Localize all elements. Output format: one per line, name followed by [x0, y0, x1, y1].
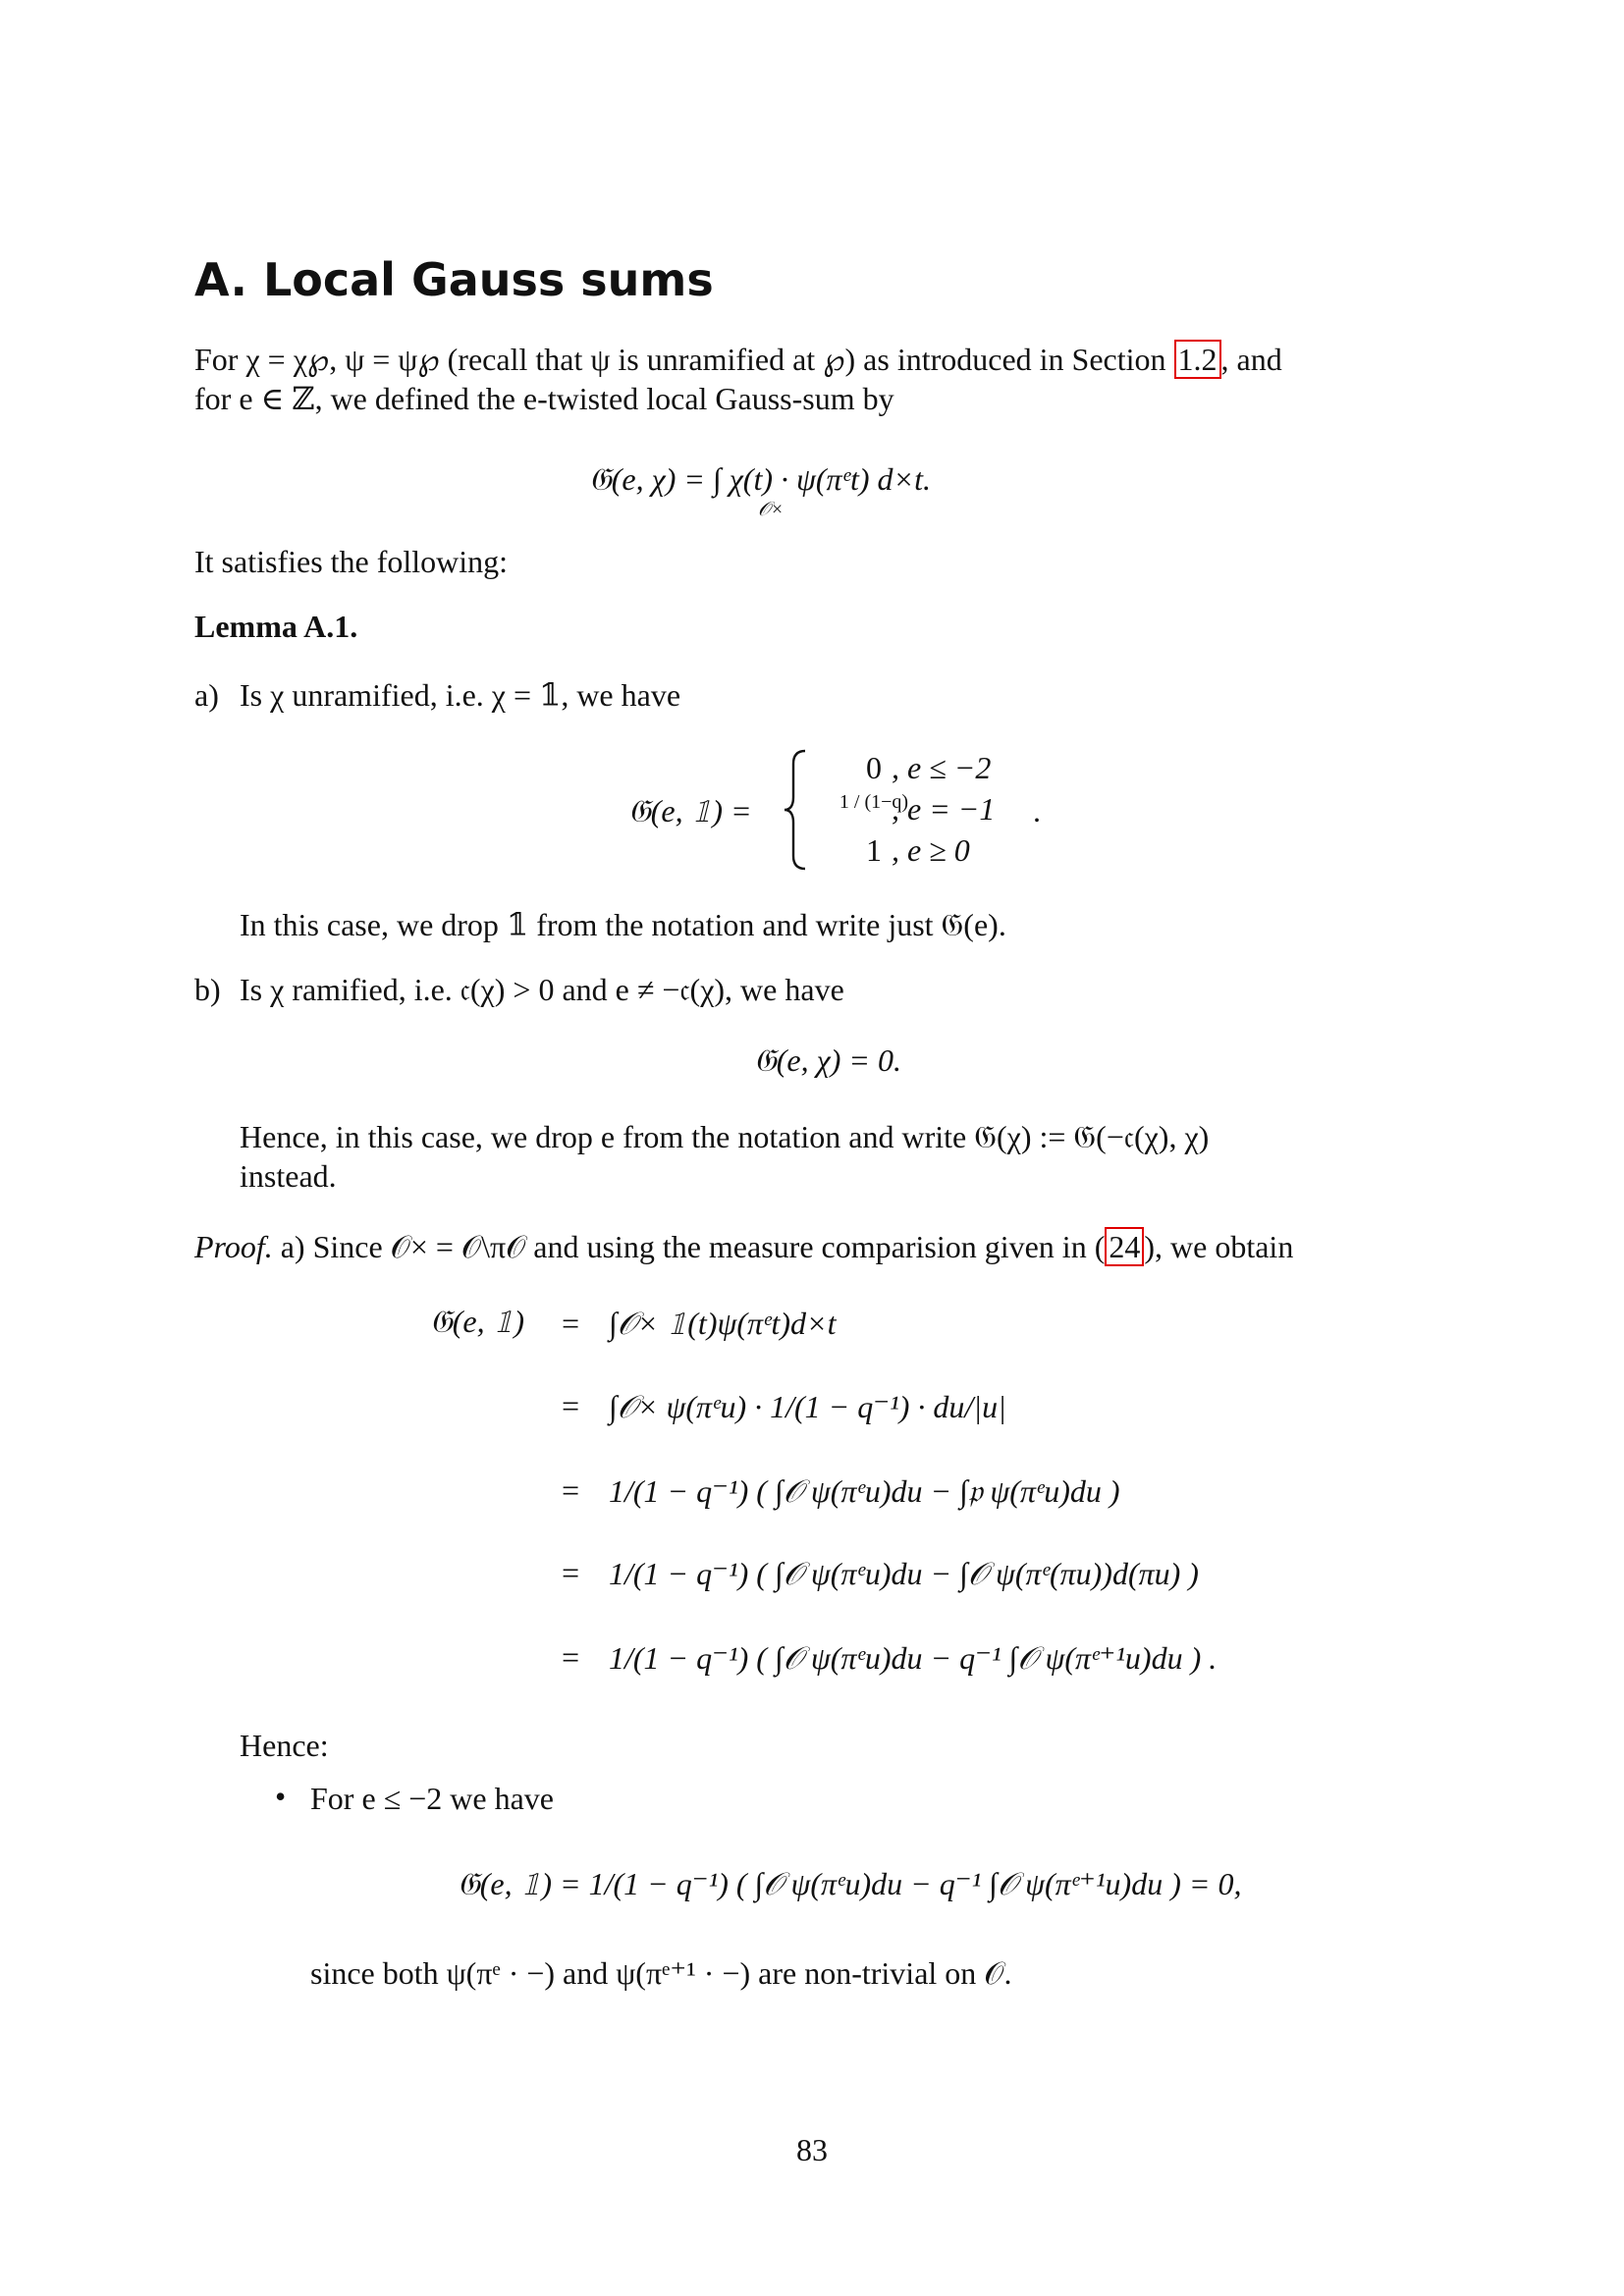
cases-brace-icon [782, 748, 811, 872]
proof-lhs: 𝔊(e, 𝟙) [430, 1304, 525, 1339]
cases-period: . [1033, 793, 1041, 828]
case-value-2: 1 / (1−q) [839, 791, 909, 813]
intro-line-1 [194, 340, 1441, 379]
part-b-after-1: Hence, in this case, we drop e from the notation and write 𝔊(χ) := 𝔊(−𝔠(χ), χ) [240, 1119, 1210, 1154]
equation-ref-link[interactable]: 24 [1105, 1227, 1144, 1266]
proof-row-4: 1/(1 − q⁻¹) ( ∫𝒪 ψ(πᵉu)du − ∫𝒪 ψ(πᵉ(πu))d(πu) ) [609, 1556, 1199, 1591]
bullet-equation: 𝔊(e, 𝟙) = 1/(1 − q⁻¹) ( ∫𝒪 ψ(πᵉu)du − q⁻¹ ∫𝒪 ψ(πᵉ⁺¹u)du ) = 0, [458, 1866, 1242, 1901]
part-b-after-2: instead. [240, 1158, 337, 1194]
cases-lhs: 𝔊(e, 𝟙) = [628, 793, 752, 828]
proof-eq-sign-5: = [560, 1639, 581, 1675]
case-cond-2: , e = −1 [892, 791, 996, 827]
case-cond-1: , e ≤ −2 [892, 750, 992, 785]
part-b-label: b) [194, 972, 221, 1007]
bullet-text: For e ≤ −2 we have [310, 1781, 554, 1816]
proof-label: Proof. [194, 1229, 273, 1264]
lemma-label: Lemma A.1. [194, 609, 358, 644]
bullet-dot: • [275, 1779, 287, 1814]
proof-row-2: ∫𝒪× ψ(πᵉu) · 1/(1 − q⁻¹) · du/|u| [609, 1389, 1006, 1424]
proof-row-3: 1/(1 − q⁻¹) ( ∫𝒪 ψ(πᵉu)du − ∫𝔭 ψ(πᵉu)du ) [609, 1473, 1120, 1509]
proof-text-suffix: ), we obtain [1144, 1229, 1294, 1264]
case-cond-3: , e ≥ 0 [892, 832, 970, 868]
gauss-sum-definition: 𝔊(e, χ) = ∫ χ(t) · ψ(πᵉt) d×t. [589, 461, 931, 497]
proof-text-prefix: a) Since 𝒪× = 𝒪\π𝒪 and using the measure comparision given in ( [272, 1229, 1106, 1264]
hence-text: Hence: [240, 1728, 329, 1763]
part-a-after: In this case, we drop 𝟙 from the notation and write just 𝔊(e). [240, 907, 1006, 942]
intro-line1-suffix: , and [1220, 342, 1282, 377]
integral-domain-units: 𝒪× [758, 499, 785, 520]
proof-eq-sign-3: = [560, 1472, 581, 1508]
part-b-equation: 𝔊(e, χ) = 0. [754, 1042, 901, 1078]
section-ref-link[interactable]: 1.2 [1174, 340, 1221, 379]
proof-row-1: ∫𝒪× 𝟙(t)ψ(πᵉt)d×t [609, 1306, 837, 1341]
intro-line-2: for e ∈ ℤ, we defined the e-twisted local Gauss-sum by [194, 381, 894, 416]
part-b-text: Is χ ramified, i.e. 𝔠(χ) > 0 and e ≠ −𝔠(χ), we have [240, 972, 844, 1007]
proof-eq-sign-4: = [560, 1555, 581, 1590]
intro-line1-prefix: For χ = χ℘, ψ = ψ℘ (recall that ψ is unramified at ℘) as introduced in Section [194, 342, 1174, 377]
proof-row-5: 1/(1 − q⁻¹) ( ∫𝒪 ψ(πᵉu)du − q⁻¹ ∫𝒪 ψ(πᵉ⁺¹u)du ) . [609, 1640, 1218, 1676]
proof-eq-sign-1: = [560, 1306, 581, 1341]
page-number: 83 [796, 2132, 828, 2167]
satisfies-text: It satisfies the following: [194, 544, 509, 579]
section-title: A. Local Gauss sums [194, 253, 714, 306]
proof-eq-sign-2: = [560, 1388, 581, 1423]
since-text: since both ψ(πᵉ · −) and ψ(πᵉ⁺¹ · −) are non-trivial on 𝒪. [310, 1955, 1012, 1991]
proof-intro [194, 1227, 1451, 1266]
part-a-text: Is χ unramified, i.e. χ = 𝟙, we have [240, 677, 681, 713]
case-value-3: 1 [866, 832, 882, 868]
case-value-1: 0 [866, 750, 882, 785]
part-a-label: a) [194, 677, 219, 713]
